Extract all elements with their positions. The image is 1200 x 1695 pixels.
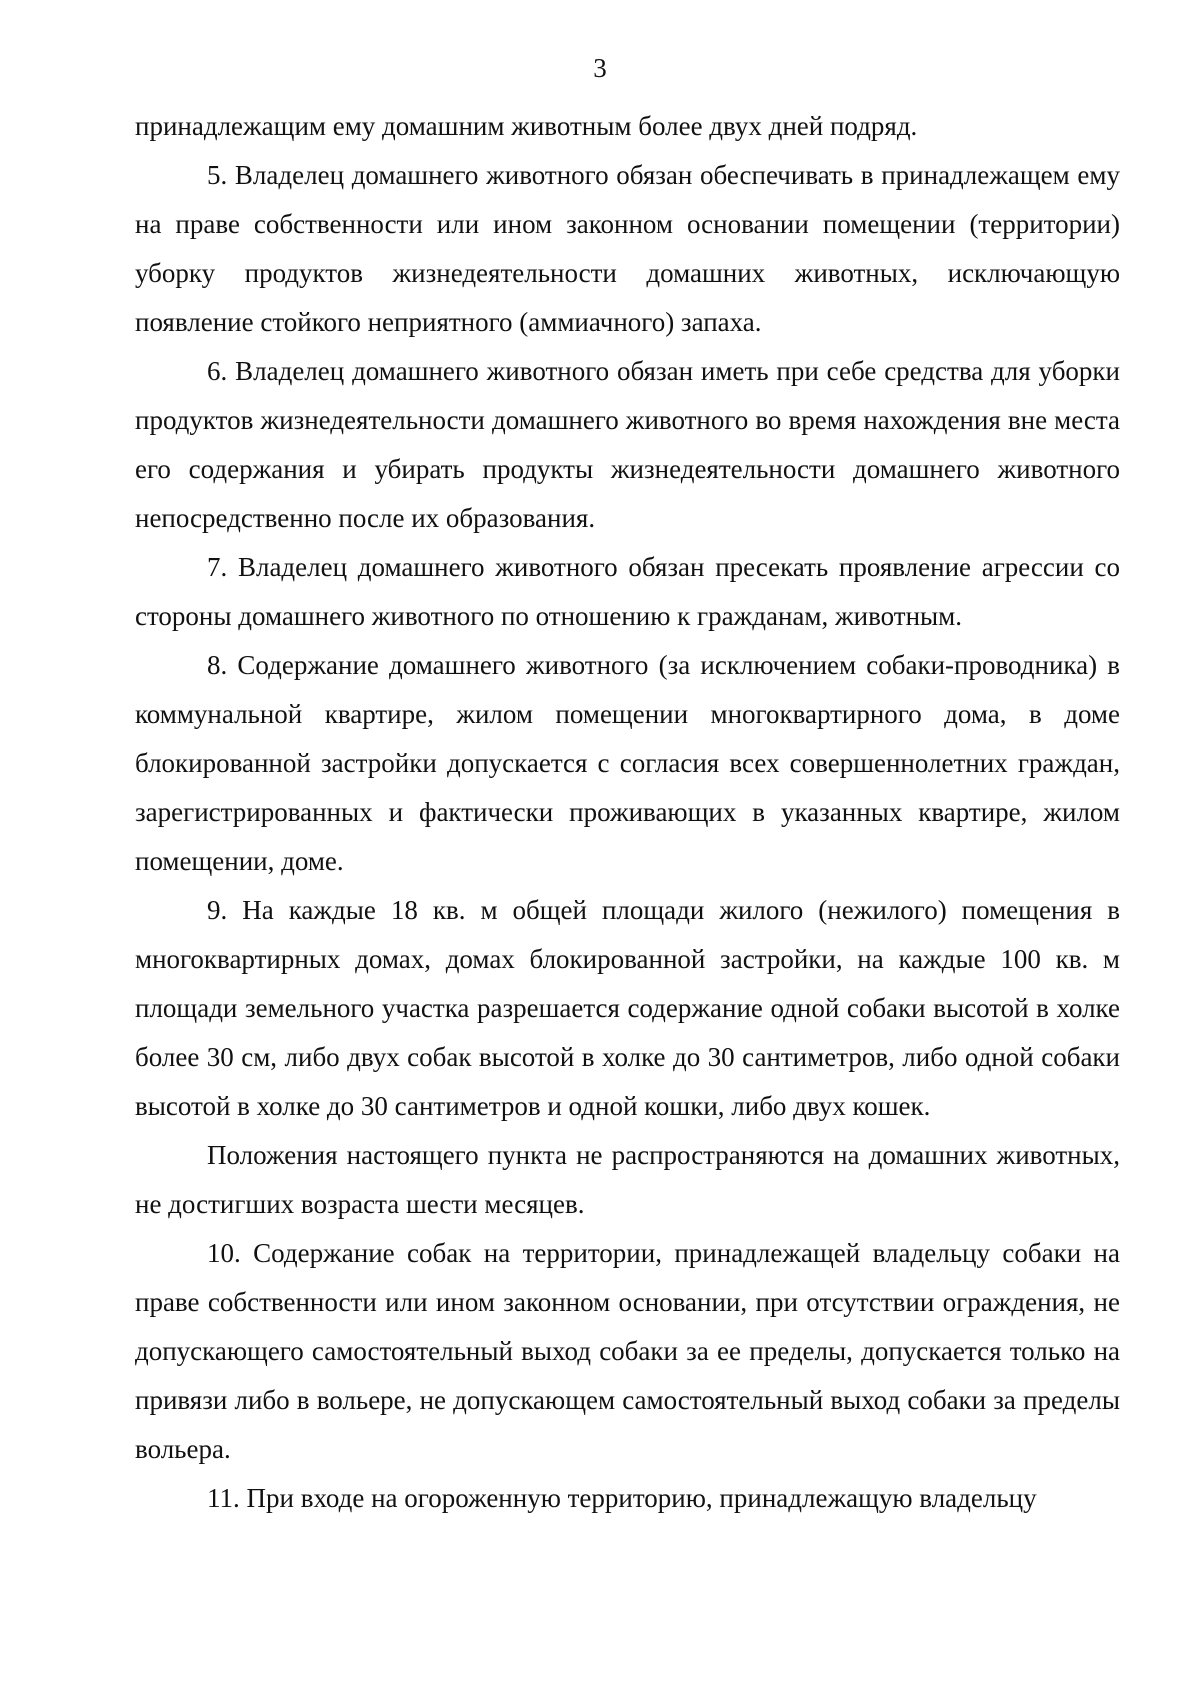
paragraph-item-5: 5. Владелец домашнего животного обязан обеспечивать в принадлежащем ему на праве собственности или ином законном основании помещении (территории) уборку продуктов жизнедеятельности домашних животных, исключающую появление стойкого неприятного (аммиачного) запаха. [135, 160, 1120, 337]
document-body [135, 102, 1120, 1523]
paragraph-item-6: 6. Владелец домашнего животного обязан иметь при себе средства для уборки продуктов жизнедеятельности домашнего животного во время нахождения вне места его содержания и убирать продукты жизнедеятельности домашнего животного непосредственно после их образования. [135, 356, 1120, 533]
paragraph-item-11: 11. При входе на огороженную территорию, принадлежащую владельцу [207, 1483, 1037, 1513]
page-number: 3 [593, 53, 607, 83]
paragraph-item-8: 8. Содержание домашнего животного (за исключением собаки-проводника) в коммунальной квартире, жилом помещении многоквартирного дома, в доме блокированной застройки допускается с согласия всех совершеннолетних граждан, зарегистрированных и фактически проживающих в указанных квартире, жилом помещении, доме. [135, 650, 1120, 876]
paragraph-continuation: принадлежащим ему домашним животным более двух дней подряд. [135, 111, 918, 141]
paragraph-item-10: 10. Содержание собак на территории, принадлежащей владельцу собаки на праве собственности или ином законном основании, при отсутствии ограждения, не допускающего самостоятельный выход собаки за ее пределы, допускается только на привязи либо в вольере, не допускающем самостоятельный выход собаки за пределы вольера. [135, 1238, 1120, 1464]
paragraph-item-7: 7. Владелец домашнего животного обязан пресекать проявление агрессии со стороны домашнего животного по отношению к гражданам, животным. [135, 552, 1120, 631]
paragraph-item-9-note: Положения настоящего пункта не распространяются на домашних животных, не достигших возраста шести месяцев. [135, 1140, 1120, 1219]
paragraph-item-9: 9. На каждые 18 кв. м общей площади жилого (нежилого) помещения в многоквартирных домах, домах блокированной застройки, на каждые 100 кв. м площади земельного участка разрешается содержание одной собаки высотой в холке более 30 см, либо двух собак высотой в холке до 30 сантиметров, либо одной собаки высотой в холке до 30 сантиметров и одной кошки, либо двух кошек. [135, 895, 1120, 1121]
